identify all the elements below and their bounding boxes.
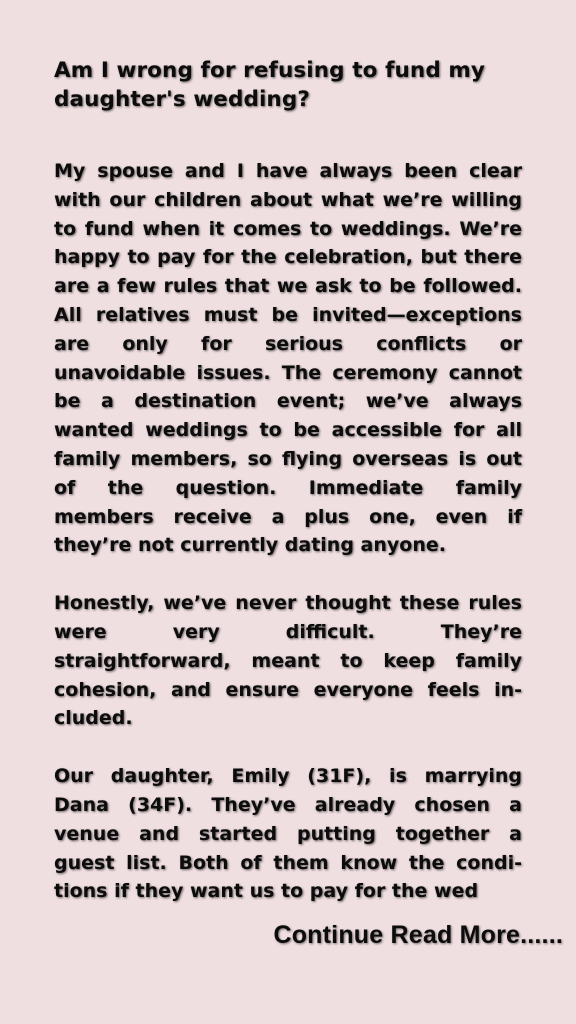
paragraph-2: Honestly, we’ve never thought these rules were very difficult. They’re straightforward, meant to keep family cohesion, and ensure everyone feels included. [54,592,522,730]
article [54,56,522,903]
paragraph-1: My spouse and I have always been clear with our children about what we’re willing to fund when it comes to weddings. We’re happy to pay for the celebration, but there are a few rules that we ask to be followed. All relatives must be invited—exceptions are only for serious conflicts or unavoidable issues. The ceremony cannot be a destination event; we’ve always wanted weddings to be accessible for all family members, so flying overseas is out of the question. Immediate family members receive a plus one, even if they’re not currently dating anyone. [54,160,522,557]
continue-reading-link[interactable]: Continue Read More...... [273,921,563,949]
article-title: Am I wrong for refusing to fund my daughter's wedding? [54,58,486,112]
paragraph-3: Our daughter, Emily (31F), is marrying Dana (34F). They’ve already chosen a venue and started putting together a guest list. Both of them know the conditions if they want us to pay for the wed [54,765,522,903]
article-body [54,157,522,903]
